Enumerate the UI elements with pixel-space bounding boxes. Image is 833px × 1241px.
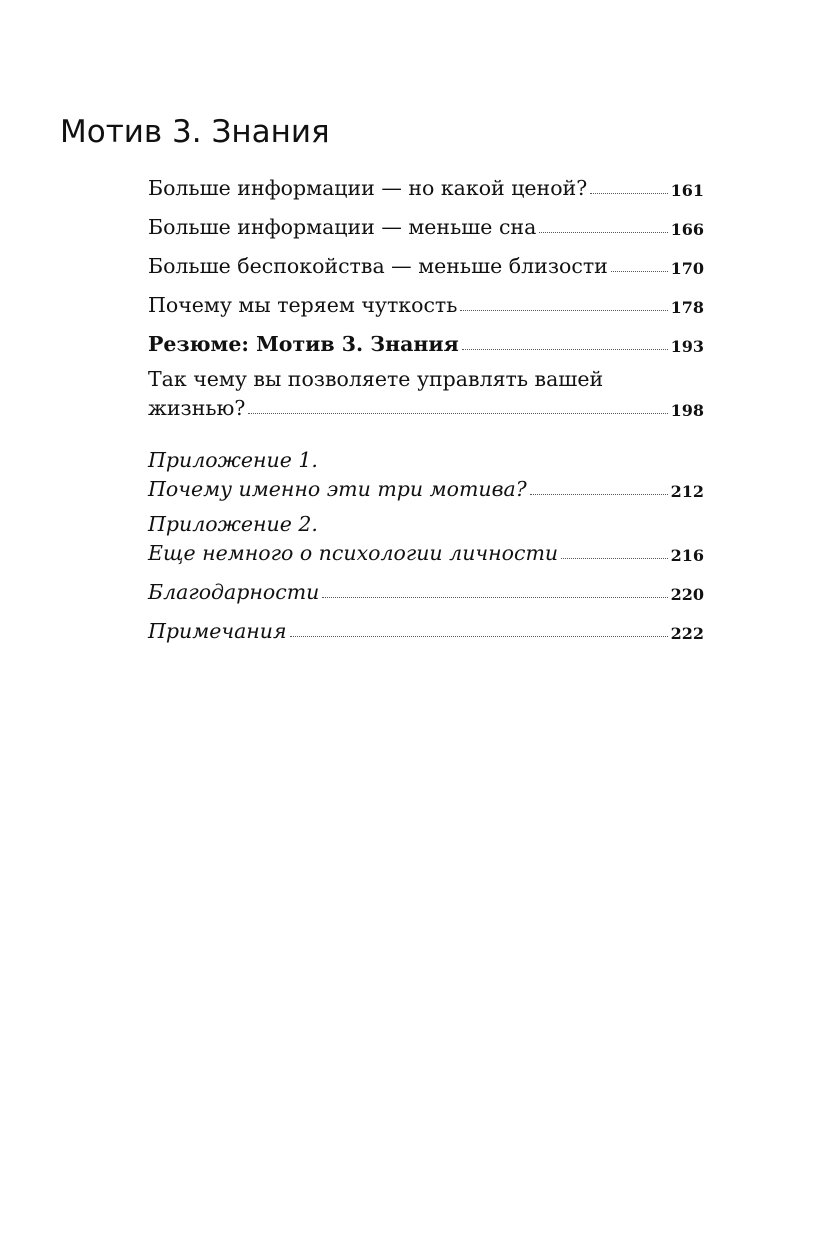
leader-dots (590, 193, 667, 194)
toc-entry-title: Примечания (148, 619, 287, 643)
toc-entry-page: 198 (670, 401, 704, 420)
toc-entry-title: Резюме: Мотив 3. Знания (148, 332, 459, 356)
toc-entry-title-line2: Почему именно эти три мотива? (148, 477, 527, 501)
toc-entry[interactable] (148, 287, 704, 317)
toc-entry-summary[interactable] (148, 326, 704, 356)
leader-dots (530, 494, 668, 495)
leader-dots (248, 413, 667, 414)
toc-entry[interactable] (148, 209, 704, 239)
toc-entry-page: 222 (670, 624, 704, 643)
toc-entry-page: 170 (670, 259, 704, 278)
toc-entry-appendix-2[interactable] (148, 511, 704, 565)
toc-entry-title: Больше информации — но какой ценой? (148, 176, 588, 200)
section-title: Мотив 3. Знания (60, 114, 330, 150)
toc-entry-title: Благодарности (148, 580, 320, 604)
toc-entry-page: 166 (670, 220, 704, 239)
toc-entry-page: 212 (670, 482, 704, 501)
toc-entry-title-line2: жизнью? (148, 396, 246, 420)
leader-dots (322, 597, 667, 598)
toc-entry-page: 193 (670, 337, 704, 356)
toc-entry-title: Больше беспокойства — меньше близости (148, 254, 608, 278)
toc-entry-title-line1: Приложение 1. (148, 448, 318, 472)
leader-dots (290, 636, 668, 637)
toc-entry[interactable] (148, 170, 704, 200)
toc-entry-notes[interactable] (148, 613, 704, 643)
leader-dots (539, 232, 667, 233)
toc-entry-title: Почему мы теряем чуткость (148, 293, 458, 317)
toc-entry-acknowledgements[interactable] (148, 574, 704, 604)
toc-entry-title: Больше информации — меньше сна (148, 215, 537, 239)
toc-entry-page: 178 (670, 298, 704, 317)
toc-entry-page: 220 (670, 585, 704, 604)
leader-dots (462, 349, 668, 350)
leader-dots (460, 310, 667, 311)
toc-entry-title-line2: Еще немного о психологии личности (148, 541, 559, 565)
toc-entry-page: 216 (670, 546, 704, 565)
toc-entry-title-line1: Приложение 2. (148, 512, 318, 536)
toc-entry[interactable] (148, 366, 704, 420)
leader-dots (611, 271, 668, 272)
toc-entry-page: 161 (670, 181, 704, 200)
leader-dots (561, 558, 667, 559)
toc-entry-appendix-1[interactable] (148, 447, 704, 501)
toc-entry[interactable] (148, 248, 704, 278)
toc-entry-title-line1: Так чему вы позволяете управлять вашей (148, 367, 604, 391)
